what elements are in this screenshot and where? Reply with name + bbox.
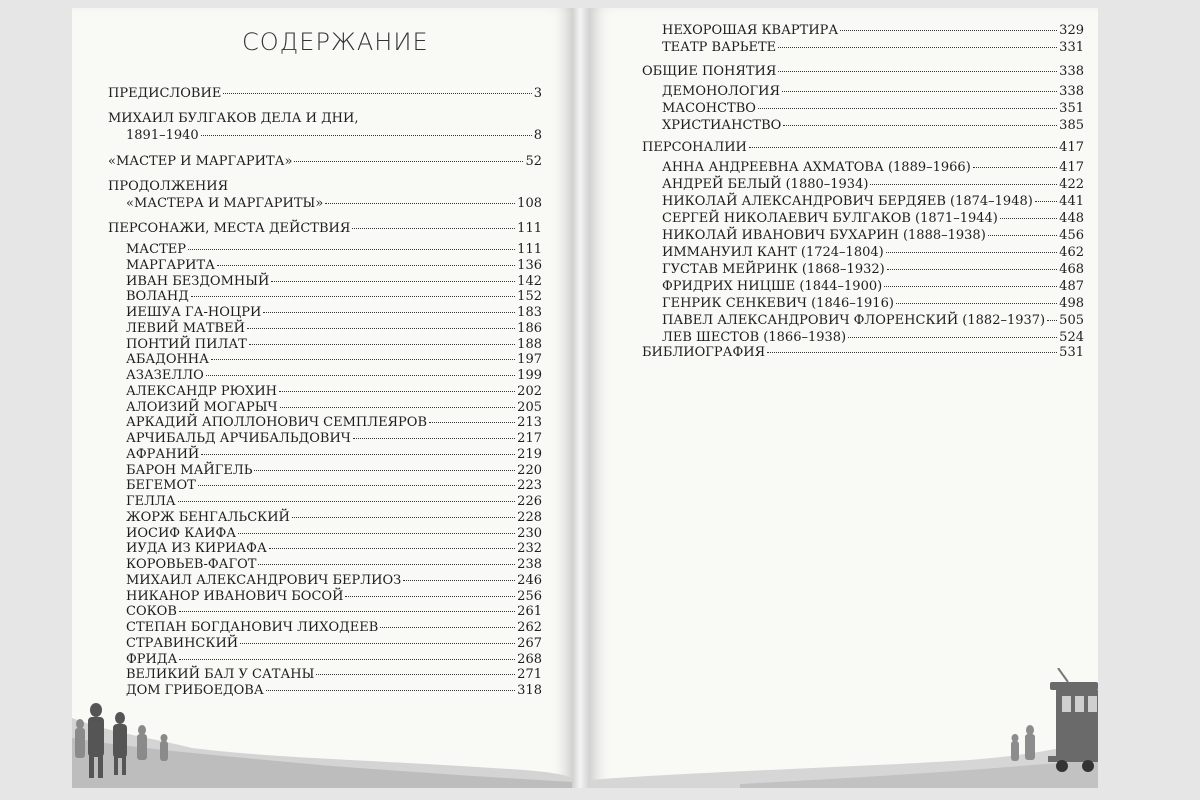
dot-leader [896,303,1057,304]
toc-entry-page: 232 [517,541,542,557]
toc-sub-entry [126,242,542,257]
toc-entry-page: 223 [517,478,542,494]
toc-entry-title: АБАДОННА [126,352,209,368]
dot-leader [749,147,1057,148]
toc-entry-page: 505 [1059,313,1084,328]
toc-entry-page: 188 [517,336,542,352]
toc-entry-title: ВЕЛИКИЙ БАЛ У САТАНЫ [126,667,315,683]
toc-entry-page: 351 [1059,101,1084,116]
dot-leader [782,91,1057,92]
toc-entry-title: АННА АНДРЕЕВНА АХМАТОВА (1889–1966) [662,160,971,175]
toc-entry-page: 246 [517,572,542,588]
dot-leader [1000,218,1057,219]
dot-leader [201,454,515,455]
toc-entry-title: ИММАНУИЛ КАНТ (1724–1804) [662,245,884,260]
toc-entry-page: 531 [1059,345,1084,360]
toc-entry-main [108,154,542,169]
toc-entry-title: СЕРГЕЙ НИКОЛАЕВИЧ БУЛГАКОВ (1871–1944) [662,211,998,226]
toc-entry-page: 262 [517,620,542,635]
toc-entry-title: ХРИСТИАНСТВО [662,118,782,133]
toc-entry-title: ПЕРСОНАЖИ, МЕСТА ДЕЙСТВИЯ [108,221,351,236]
dot-leader [778,71,1057,72]
toc-entry-title: НИКАНОР ИВАНОВИЧ БОСОЙ [126,588,344,604]
toc-entry-page: 217 [517,431,542,446]
toc-entry-title: «МАСТЕРА И МАРГАРИТЫ» [126,196,324,211]
toc-entry-page: 338 [1059,84,1084,99]
dot-leader [198,485,515,486]
toc-sub-entry [662,313,1084,328]
book-gutter [572,8,590,788]
toc-sub-entry [662,84,1084,99]
toc-entry-title: МИХАИЛ АЛЕКСАНДРОВИЧ БЕРЛИОЗ [126,572,402,588]
toc-entry-page: 318 [517,683,542,698]
toc-sub-entry [662,177,1084,192]
toc-entry-main [108,86,542,101]
toc-sub-entry [662,211,1084,226]
toc-entry-page: 261 [517,604,542,620]
dot-leader [403,580,515,581]
toc-sub-entry [126,415,542,430]
dot-leader [352,228,515,229]
toc-entry-page: 256 [517,588,542,604]
toc-entry-title: ИОСИФ КАИФА [126,525,237,541]
toc-entry-page: 52 [525,154,542,169]
toc-entry-title-line1: ПРОДОЛЖЕНИЯ [108,179,229,194]
toc-entry-page: 183 [517,305,542,320]
toc-entry-title: АЛЕКСАНДР РЮХИН [126,383,278,399]
toc-entry-main [108,221,542,236]
toc-entry-page: 385 [1059,118,1084,133]
toc-entry-page: 186 [517,320,542,336]
toc-sub-entry [126,526,542,541]
dot-leader [886,252,1057,253]
dot-leader [249,344,515,345]
toc-sub-entry [126,463,542,478]
dot-leader [263,312,515,313]
toc-entry-title: ЛЕВ ШЕСТОВ (1866–1938) [662,330,847,345]
toc-entry-title: АРЧИБАЛЬД АРЧИБАЛЬДОВИЧ [126,431,351,446]
dot-leader [279,391,515,392]
toc-entry-title: НИКОЛАЙ АЛЕКСАНДРОВИЧ БЕРДЯЕВ (1874–1948) [662,194,1033,209]
toc-entry-page: 417 [1059,160,1084,175]
toc-sub-entry [126,400,542,415]
toc-entry-page: 417 [1059,140,1084,155]
dot-leader [254,470,515,471]
toc-sub-entry [126,352,542,367]
toc-sub-entry [126,494,542,509]
dot-leader [188,249,515,250]
toc-entry-title: АЗАЗЕЛЛО [126,368,204,383]
toc-entry-title: ГЕНРИК СЕНКЕВИЧ (1846–1916) [662,296,894,311]
right-page [590,8,1098,788]
toc-entry-page: 205 [517,399,542,415]
dot-leader [280,407,516,408]
dot-leader [783,125,1057,126]
toc-entry-page: 271 [517,667,542,683]
dot-leader [238,533,515,534]
dot-leader [201,135,532,136]
toc-entry-page: 219 [517,446,542,462]
toc-entry-title: БЕГЕМОТ [126,478,196,494]
dot-leader [887,269,1057,270]
toc-sub-entry [126,384,542,399]
toc-entry-title: МАСОНСТВО [662,101,756,116]
dot-leader [206,375,515,376]
toc-entry-title: КОРОВЬЕВ-ФАГОТ [126,557,257,572]
toc-entry-title: ГЕЛЛА [126,494,176,509]
toc-entry-page: 3 [533,86,542,101]
toc-sub-entry [126,478,542,493]
toc-entry-title-line1: МИХАИЛ БУЛГАКОВ ДЕЛА И ДНИ, [108,111,359,126]
toc-sub-entry [662,330,1084,345]
dot-leader [758,108,1057,109]
dot-leader [240,643,515,644]
toc-entry-page: 524 [1059,330,1084,345]
dot-leader [271,281,515,282]
dot-leader [316,674,515,675]
dot-leader [848,337,1057,338]
toc-entry-title: ПАВЕЛ АЛЕКСАНДРОВИЧ ФЛОРЕНСКИЙ (1882–1937) [662,313,1046,328]
toc-entry-page: 448 [1059,211,1084,226]
toc-section-entry [642,140,1084,155]
toc-sub-entry [126,368,542,383]
toc-entry-page: 152 [517,289,542,305]
dot-leader [178,501,516,502]
dot-leader [217,265,515,266]
toc-sub-entry [126,541,542,556]
toc-sub-entry [662,23,1084,38]
toc-sub-entry [662,194,1084,209]
dot-leader [258,564,515,565]
toc-entry-title: ПРЕДИСЛОВИЕ [108,86,222,101]
toc-entry-page: 487 [1059,279,1084,294]
dot-leader [988,235,1057,236]
toc-sub-entry [126,557,542,572]
toc-sub-entry [126,274,542,289]
toc-sub-entry [126,321,542,336]
toc-entry-page: 456 [1059,228,1084,243]
toc-section-entry [642,64,1084,79]
dot-leader [380,627,515,628]
toc-entry-title: АРКАДИЙ АПОЛЛОНОВИЧ СЕМПЛЕЯРОВ [126,415,428,431]
toc-sub-entry [662,245,1084,260]
toc-sub-entry [126,652,542,667]
toc-entry-title: «МАСТЕР И МАРГАРИТА» [108,154,293,169]
toc-entry-page: 136 [517,257,542,273]
dot-leader [345,596,515,597]
toc-entry-page: 199 [517,368,542,383]
dot-leader [767,352,1057,353]
toc-entry-title: СТЕПАН БОГДАНОВИЧ ЛИХОДЕЕВ [126,620,379,635]
toc-entry-page: 111 [517,221,542,236]
toc-entry-page: 8 [533,128,542,143]
dot-leader [269,548,515,549]
toc-entry-title: ПОНТИЙ ПИЛАТ [126,336,247,352]
toc-entry-title: 1891–1940 [126,128,199,143]
toc-entry-title: ИЕШУА ГА-НОЦРИ [126,305,262,320]
toc-entry-title: СТРАВИНСКИЙ [126,635,239,651]
toc-sub-entry [126,573,542,588]
toc-entry-title: ДЕМОНОЛОГИЯ [662,84,780,99]
toc-entry-title: ТЕАТР ВАРЬЕТЕ [662,40,777,55]
toc-entry-page: 108 [517,196,542,211]
dot-leader [353,438,515,439]
toc-sub-entry [662,160,1084,175]
dot-leader [429,422,515,423]
toc-entry-title: ФРИДА [126,651,178,667]
toc-entry-title: МАСТЕР [126,242,187,257]
toc-entry-page: 197 [517,352,542,368]
toc-sub-entry [126,431,542,446]
dot-leader [1035,201,1057,202]
dot-leader [325,203,515,204]
dot-leader [973,167,1057,168]
toc-entry-page: 142 [517,273,542,289]
toc-entry-title: БИБЛИОГРАФИЯ [642,345,766,360]
toc-entry-title: ПЕРСОНАЛИИ [642,140,747,155]
dot-leader [223,93,531,94]
toc-sub-entry [126,289,542,304]
toc-entry-title: ОБЩИЕ ПОНЯТИЯ [642,64,777,79]
toc-sub-entry [662,228,1084,243]
toc-entry-title: НИКОЛАЙ ИВАНОВИЧ БУХАРИН (1888–1938) [662,228,986,243]
dot-leader [778,47,1057,48]
toc-entry-page: 329 [1059,23,1084,38]
toc-sub-entry [662,296,1084,311]
toc-sub-entry [126,337,542,352]
toc-sub-entry [662,262,1084,277]
dot-leader [247,328,515,329]
left-page [72,8,572,788]
toc-entry-title: ВОЛАНД [126,289,189,305]
toc-entry-main [126,128,542,143]
toc-entry-page: 226 [517,494,542,509]
toc-sub-entry [126,620,542,635]
dot-leader [179,611,515,612]
toc-entry-page: 228 [517,509,542,525]
toc-entry-page: 213 [517,415,542,431]
toc-entry-page: 338 [1059,64,1084,79]
toc-section-entry [642,345,1084,360]
toc-entry-page: 498 [1059,296,1084,311]
dot-leader [179,659,515,660]
toc-entry-title: АЛОИЗИЙ МОГАРЫЧ [126,399,278,415]
toc-entry-page: 202 [517,383,542,399]
toc-entry-page: 462 [1059,245,1084,260]
tram-illustration [590,668,1098,788]
toc-entry-title: СОКОВ [126,604,177,620]
toc-entry-page: 230 [517,525,542,541]
dot-leader [840,30,1057,31]
toc-sub-entry [126,510,542,525]
toc-entry-page: 331 [1059,40,1084,55]
dot-leader [1047,320,1057,321]
toc-sub-entry [662,279,1084,294]
crowd-illustration [72,678,572,788]
toc-entry-page: 468 [1059,262,1084,277]
dot-leader [870,184,1057,185]
toc-sub-entry [126,604,542,619]
toc-sub-entry [662,118,1084,133]
toc-entry-title: АНДРЕЙ БЕЛЫЙ (1880–1934) [662,177,869,192]
toc-sub-entry [126,258,542,273]
toc-entry-main [126,196,542,211]
dot-leader [884,286,1057,287]
toc-entry-page: 111 [517,242,542,257]
toc-title: СОДЕРЖАНИЕ [242,28,429,56]
toc-entry-title: ЛЕВИЙ МАТВЕЙ [126,320,245,336]
toc-entry-title: ГУСТАВ МЕЙРИНК (1868–1932) [662,262,885,277]
toc-entry-page: 238 [517,557,542,572]
toc-entry-title: АФРАНИЙ [126,446,200,462]
toc-entry-title: НЕХОРОШАЯ КВАРТИРА [662,23,839,38]
toc-entry-title: ЖОРЖ БЕНГАЛЬСКИЙ [126,509,290,525]
toc-entry-title: МАРГАРИТА [126,257,215,273]
dot-leader [211,359,515,360]
toc-sub-entry [662,101,1084,116]
toc-sub-entry [126,305,542,320]
dot-leader [292,517,515,518]
dot-leader [191,296,515,297]
toc-entry-page: 422 [1059,177,1084,192]
toc-sub-entry [126,447,542,462]
dot-leader [294,161,523,162]
toc-sub-entry [662,40,1084,55]
toc-entry-page: 220 [517,462,542,478]
toc-entry-page: 267 [517,635,542,651]
toc-entry-page: 268 [517,651,542,667]
toc-entry-title: БАРОН МАЙГЕЛЬ [126,462,253,478]
toc-sub-entry [126,589,542,604]
toc-entry-title: ИВАН БЕЗДОМНЫЙ [126,273,270,289]
toc-entry-title: ДОМ ГРИБОЕДОВА [126,683,264,698]
toc-entry-page: 441 [1059,194,1084,209]
toc-entry-title: ИУДА ИЗ КИРИАФА [126,541,267,557]
toc-sub-entry [126,636,542,651]
toc-entry-title: ФРИДРИХ НИЦШЕ (1844–1900) [662,279,883,294]
